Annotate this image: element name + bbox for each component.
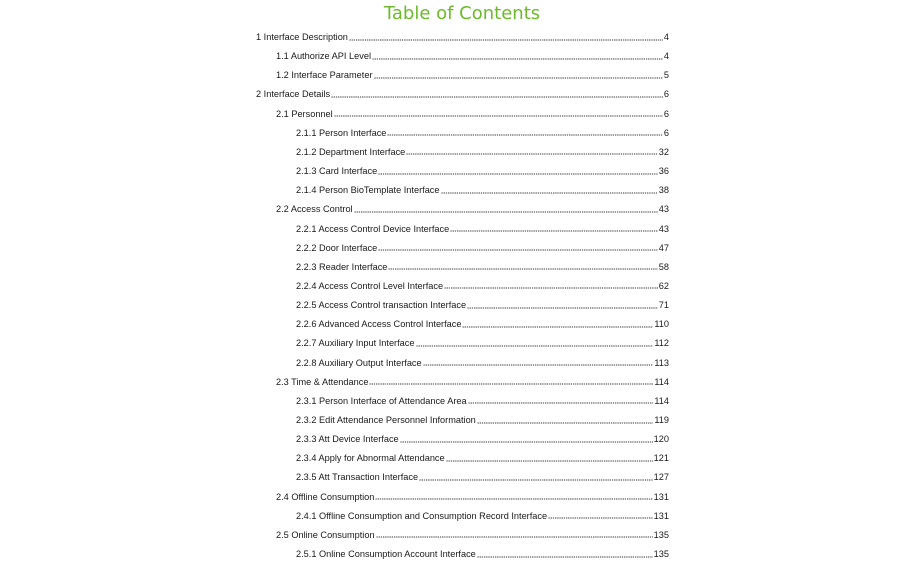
toc-entry-title: 2.3.5 Att Transaction Interface	[296, 472, 419, 483]
toc-entry-title: 2.2.7 Auxiliary Input Interface	[296, 338, 415, 349]
dot-leader	[349, 39, 663, 41]
dot-leader	[477, 556, 653, 558]
toc-entry-title: 2.2.6 Advanced Access Control Interface	[296, 319, 462, 330]
toc-entry[interactable]	[276, 47, 669, 66]
toc-entry-page-number: 6	[663, 108, 669, 119]
toc-entry-page-number: 110	[654, 319, 669, 330]
toc-entry-page-number: 43	[658, 204, 669, 215]
toc-entry-title: 2.2.5 Access Control transaction Interface	[296, 300, 467, 311]
toc-entry[interactable]	[256, 28, 669, 47]
toc-entry[interactable]	[296, 449, 669, 468]
toc-entry-title: 2.3 Time & Attendance	[276, 376, 369, 387]
toc-entry-page-number: 43	[658, 223, 669, 234]
toc-entry[interactable]	[296, 239, 669, 258]
toc-entry-page-number: 62	[658, 280, 669, 291]
toc-entry[interactable]	[276, 200, 669, 219]
toc-entry-title: 2.3.3 Att Device Interface	[296, 434, 399, 445]
dot-leader	[331, 96, 663, 98]
toc-entry[interactable]	[296, 315, 669, 334]
dot-leader	[378, 249, 658, 251]
toc-entry[interactable]	[276, 66, 669, 85]
toc-entry-title: 1 Interface Description	[256, 32, 348, 42]
toc-entry-title: 2.2.8 Auxiliary Output Interface	[296, 357, 422, 368]
dot-leader	[444, 287, 658, 289]
toc-entry-title: 2.2 Access Control	[276, 204, 353, 215]
toc-entry-page-number: 32	[658, 146, 669, 157]
dot-leader	[467, 307, 658, 309]
toc-entry[interactable]	[296, 468, 669, 487]
dot-leader	[334, 115, 663, 117]
dot-leader	[446, 460, 653, 462]
toc-entry-page-number: 113	[654, 357, 669, 368]
toc-entry[interactable]	[296, 430, 669, 449]
toc-entry-title: 1.1 Authorize API Level	[276, 51, 372, 62]
toc-entry[interactable]	[296, 507, 669, 526]
toc-entry-page-number: 47	[658, 242, 669, 253]
dot-leader	[378, 173, 658, 175]
toc-entry-page-number: 114	[654, 376, 669, 387]
toc-entry-page-number: 4	[663, 32, 669, 42]
toc-entry-page-number: 4	[663, 51, 669, 62]
toc-entry[interactable]	[296, 181, 669, 200]
dot-leader	[419, 479, 653, 481]
toc-entry-title: 2.2.3 Reader Interface	[296, 261, 388, 272]
toc-entry-title: 2.1.2 Department Interface	[296, 146, 406, 157]
toc-entry-title: 2.5.1 Online Consumption Account Interface	[296, 549, 476, 560]
toc-entry-page-number: 127	[653, 472, 669, 483]
toc-entry[interactable]	[296, 545, 669, 564]
toc-entry-page-number: 131	[653, 491, 669, 502]
dot-leader	[375, 498, 652, 500]
dot-leader	[468, 402, 654, 404]
toc-entry[interactable]	[296, 334, 669, 353]
toc-entry-title: 2.5 Online Consumption	[276, 529, 375, 540]
toc-entry-page-number: 121	[653, 453, 669, 464]
toc-entry-title: 2.2.4 Access Control Level Interface	[296, 280, 444, 291]
toc-entry-title: 2.1.1 Person Interface	[296, 127, 387, 138]
toc-entry-title: 2.1 Personnel	[276, 108, 333, 119]
toc-entry[interactable]	[296, 220, 669, 239]
toc-entry[interactable]	[276, 105, 669, 124]
toc-entry[interactable]	[276, 488, 669, 507]
dot-leader	[374, 77, 663, 79]
dot-leader	[477, 422, 654, 424]
toc-entry[interactable]	[296, 411, 669, 430]
toc-entry[interactable]	[296, 258, 669, 277]
toc-entry-title: 1.2 Interface Parameter	[276, 70, 373, 81]
dot-leader	[441, 192, 658, 194]
dot-leader	[462, 326, 653, 328]
toc-entry-page-number: 112	[654, 338, 669, 349]
dot-leader	[406, 153, 657, 155]
toc-entry[interactable]	[296, 162, 669, 181]
toc-entry-page-number: 119	[654, 415, 669, 425]
toc-entry-page-number: 135	[653, 529, 669, 540]
toc-entry[interactable]	[296, 124, 669, 143]
toc-entry-page-number: 6	[663, 127, 669, 138]
toc-entry-title: 2.4.1 Offline Consumption and Consumption Record Interface	[296, 510, 548, 521]
toc-entry-title: 2.3.1 Person Interface of Attendance Area	[296, 395, 467, 406]
dot-leader	[416, 345, 654, 347]
toc-entry-page-number: 58	[658, 261, 669, 272]
toc-entry[interactable]	[276, 373, 669, 392]
dot-leader	[423, 364, 654, 366]
dot-leader	[400, 441, 653, 443]
toc-entry-page-number: 38	[658, 185, 669, 196]
dot-leader	[450, 230, 658, 232]
dot-leader	[369, 383, 653, 385]
toc-entry-page-number: 131	[653, 510, 669, 521]
dot-leader	[548, 517, 653, 519]
toc-entry[interactable]	[296, 277, 669, 296]
dot-leader	[376, 536, 653, 538]
toc-entry[interactable]	[296, 354, 669, 373]
toc-entry-title: 2.2.2 Door Interface	[296, 242, 378, 253]
toc-entry[interactable]	[296, 392, 669, 411]
toc-entry[interactable]	[256, 85, 669, 104]
toc-entry-title: 2.3.4 Apply for Abnormal Attendance	[296, 453, 445, 464]
toc-entry-page-number: 6	[663, 89, 669, 100]
toc-entry-page-number: 120	[653, 434, 669, 445]
dot-leader	[354, 211, 658, 213]
toc-entry-title: 2.3.2 Edit Attendance Personnel Information	[296, 415, 476, 425]
toc-entry[interactable]	[296, 296, 669, 315]
toc-entry-title: 2 Interface Details	[256, 89, 331, 100]
toc-entry-title: 2.4 Offline Consumption	[276, 491, 375, 502]
toc-entry[interactable]	[296, 143, 669, 162]
page-title: Table of Contents	[383, 3, 541, 24]
toc-entry-title: 2.1.4 Person BioTemplate Interface	[296, 185, 440, 196]
toc-entry-page-number: 71	[658, 300, 669, 311]
toc-entry-page-number: 36	[658, 166, 669, 177]
toc-entry-page-number: 5	[663, 70, 669, 81]
dot-leader	[387, 134, 662, 136]
toc-entry-title: 2.2.1 Access Control Device Interface	[296, 223, 450, 234]
toc-entry-title: 2.1.3 Card Interface	[296, 166, 378, 177]
dot-leader	[372, 58, 663, 60]
toc-entry-page-number: 135	[653, 549, 669, 560]
toc-entry[interactable]	[276, 526, 669, 545]
toc-entry-page-number: 114	[654, 395, 669, 406]
dot-leader	[388, 268, 657, 270]
